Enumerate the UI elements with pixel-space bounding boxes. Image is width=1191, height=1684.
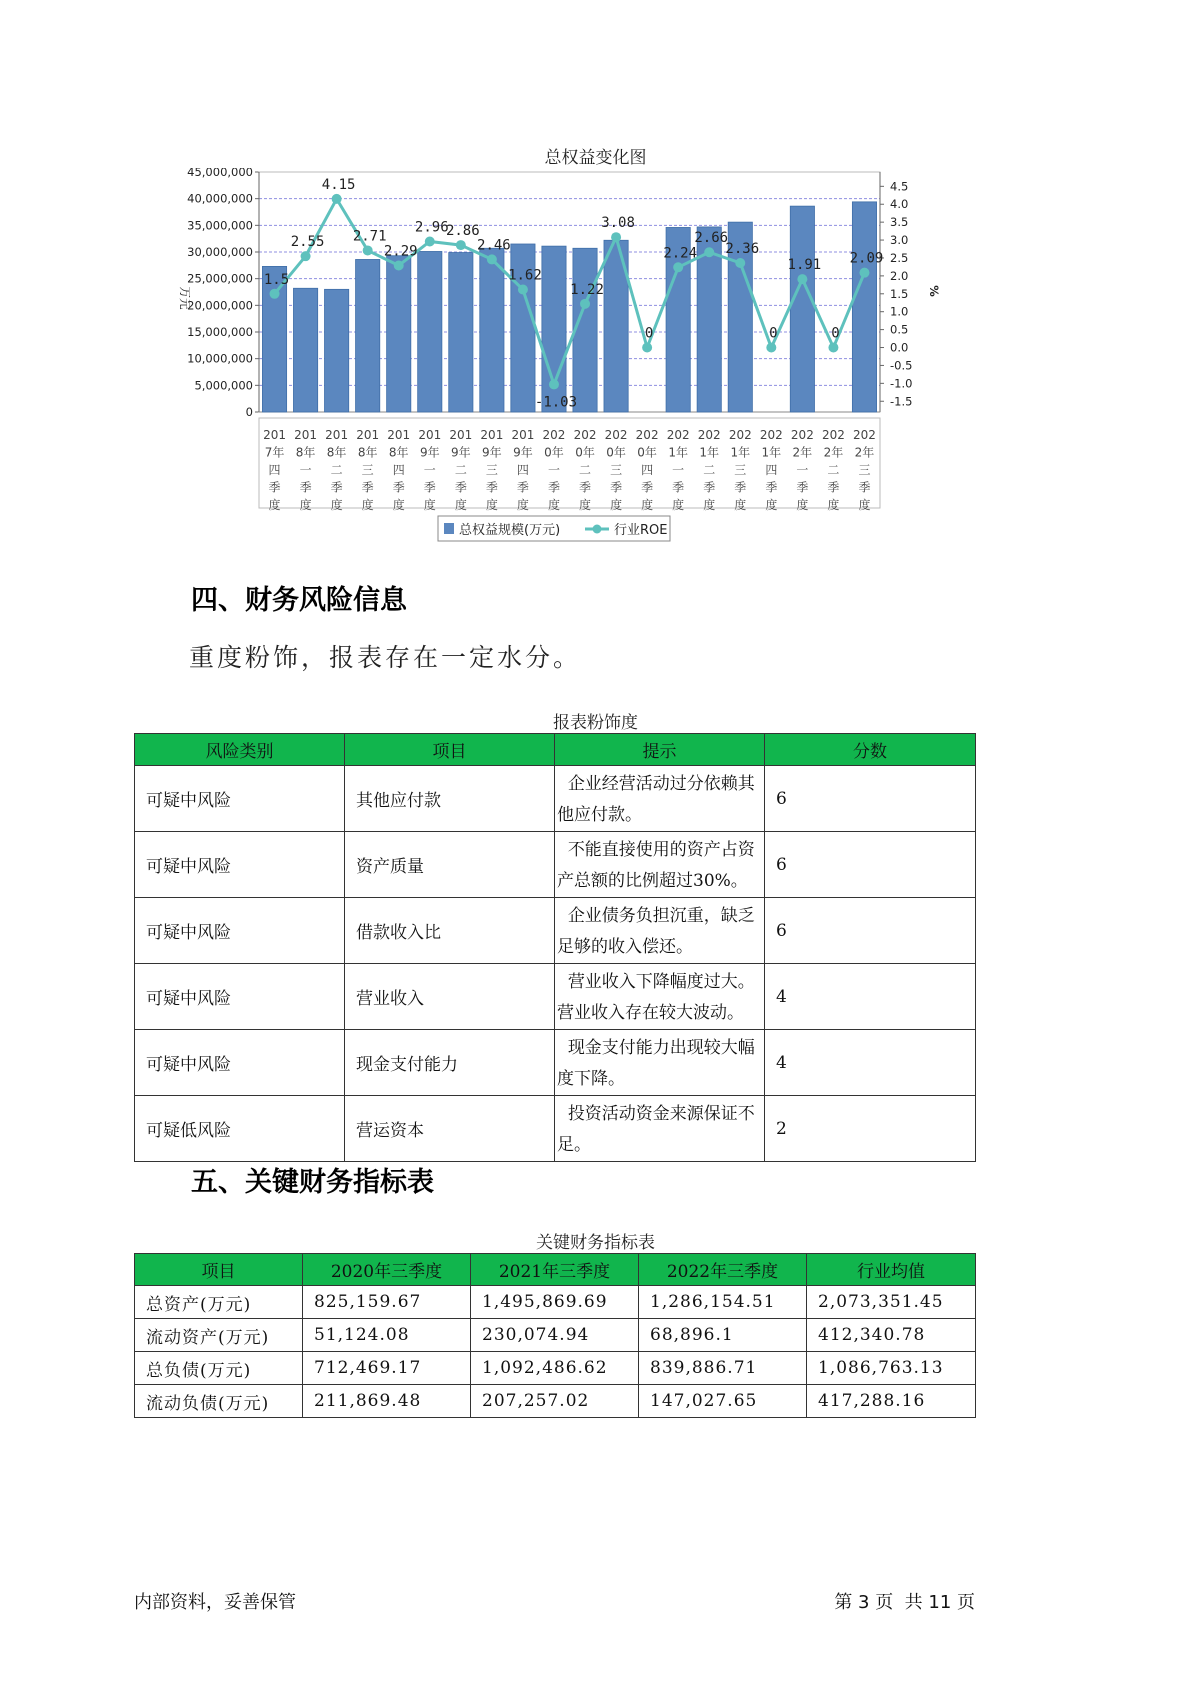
risk-table-cell: 资产质量	[345, 832, 555, 898]
x-axis-category-label: 季	[610, 480, 623, 495]
y2-axis-tick-label: 4.0	[890, 197, 909, 212]
equity-bar	[262, 266, 286, 412]
x-axis-category-label: 一	[547, 463, 560, 477]
equity-bar	[387, 256, 411, 412]
risk-table-cell: 营业收入	[345, 964, 555, 1030]
risk-table-cell: 营业收入下降幅度过大。营业收入存在较大波动。	[555, 964, 765, 1030]
y2-axis-tick-label: -1.0	[890, 376, 913, 391]
x-axis-category-label: 202	[697, 428, 721, 442]
roe-data-label: 2.96	[414, 219, 449, 236]
x-axis-category-label: 202	[821, 428, 845, 442]
x-axis-category-label: 201	[480, 428, 504, 442]
kpi-table-cell: 230,074.94	[471, 1319, 639, 1352]
roe-point	[549, 379, 559, 389]
kpi-table-cell: 总资产(万元)	[135, 1286, 303, 1319]
x-axis-category-label: 1年	[730, 445, 751, 460]
kpi-table-cell: 712,469.17	[303, 1352, 471, 1385]
x-axis-category-label: 季	[392, 480, 405, 495]
x-axis-category-label: 202	[759, 428, 783, 442]
y-axis-tick-label: 35,000,000	[187, 218, 253, 233]
kpi-table-row	[135, 1352, 976, 1385]
x-axis-category-label: 202	[666, 428, 690, 442]
roe-data-label: 0	[831, 325, 840, 342]
chart-title: 总权益变化图	[544, 148, 647, 168]
roe-point	[673, 262, 683, 272]
x-axis-category-label: 度	[268, 498, 281, 512]
roe-point	[766, 343, 776, 353]
risk-table-cell: 可疑中风险	[135, 1030, 345, 1096]
kpi-table-header-cell: 行业均值	[807, 1254, 976, 1286]
kpi-table-cell: 流动资产(万元)	[135, 1319, 303, 1352]
x-axis-category-label: 四	[268, 463, 281, 477]
risk-table-cell: 投资活动资金来源保证不足。	[555, 1096, 765, 1162]
risk-table-cell: 可疑中风险	[135, 832, 345, 898]
kpi-table-cell: 1,092,486.62	[471, 1352, 639, 1385]
section-5-heading: 五、关键财务指标表	[191, 1167, 434, 1198]
x-axis-category-label: 202	[790, 428, 814, 442]
roe-data-label: 0	[769, 325, 778, 342]
kpi-table-cell: 412,340.78	[807, 1319, 976, 1352]
x-axis-category-label: 201	[449, 428, 473, 442]
risk-table-cell: 可疑低风险	[135, 1096, 345, 1162]
risk-table-cell: 借款收入比	[345, 898, 555, 964]
x-axis-category-label: 季	[672, 480, 685, 495]
x-axis-category-label: 2年	[854, 445, 875, 460]
roe-point	[859, 268, 869, 278]
kpi-table-header-cell: 2020年三季度	[303, 1254, 471, 1286]
equity-bar	[356, 259, 380, 412]
x-axis-category-label: 度	[672, 498, 685, 512]
x-axis-category-label: 1年	[699, 445, 720, 460]
risk-table-cell: 企业经营活动过分依赖其他应付款。	[555, 766, 765, 832]
kpi-table-row	[135, 1319, 976, 1352]
roe-point	[828, 343, 838, 353]
roe-point	[270, 289, 280, 299]
y2-axis-tick-label: 2.5	[890, 250, 909, 265]
x-axis-category-label: 度	[796, 498, 809, 512]
risk-table-cell: 企业债务负担沉重，缺乏足够的收入偿还。	[555, 898, 765, 964]
equity-bar	[573, 248, 597, 412]
y2-axis-tick-label: 1.0	[890, 304, 909, 319]
kpi-table-cell: 总负债(万元)	[135, 1352, 303, 1385]
roe-point	[456, 240, 466, 250]
equity-bar	[449, 253, 473, 412]
x-axis-category-label: 二	[330, 463, 343, 477]
equity-bar	[480, 248, 504, 412]
x-axis-category-label: 度	[765, 498, 778, 512]
y2-axis-tick-label: 0.5	[890, 322, 909, 337]
x-axis-category-label: 9年	[451, 445, 471, 460]
y2-axis-tick-label: -1.5	[890, 394, 913, 409]
kpi-table-header-cell: 项目	[135, 1254, 303, 1286]
x-axis-category-label: 二	[703, 463, 716, 477]
roe-point	[797, 274, 807, 284]
x-axis-category-label: 季	[485, 480, 498, 495]
x-axis-category-label: 1年	[668, 445, 688, 460]
x-axis-category-label: 9年	[513, 445, 533, 460]
x-axis-category-label: 四	[765, 463, 778, 477]
roe-point	[301, 251, 311, 261]
x-axis-category-label: 8年	[357, 445, 378, 460]
x-axis-category-label: 201	[356, 428, 380, 442]
roe-data-label: 1.5	[263, 271, 290, 288]
roe-point	[487, 254, 497, 264]
risk-table-cell: 4	[765, 1030, 976, 1096]
x-axis-category-label: 8年	[295, 445, 316, 460]
footer-page-number: 第 3 页 共 11 页	[834, 1592, 975, 1613]
risk-table-header-cell: 风险类别	[135, 734, 345, 766]
y2-axis-tick-label: 2.0	[890, 268, 909, 283]
x-axis-category-label: 三	[858, 463, 871, 477]
risk-table-row	[135, 766, 976, 832]
x-axis-category-label: 1年	[761, 445, 782, 460]
x-axis-category-label: 度	[734, 498, 747, 512]
roe-point	[425, 236, 435, 246]
risk-table-cell: 现金支付能力	[345, 1030, 555, 1096]
kpi-table-row	[135, 1286, 976, 1319]
roe-data-label: 4.15	[321, 176, 356, 193]
x-axis-category-label: 度	[392, 498, 405, 512]
x-axis-category-label: 0年	[544, 445, 564, 460]
equity-bar	[418, 251, 442, 412]
kpi-table	[134, 1253, 976, 1418]
risk-table-cell: 营运资本	[345, 1096, 555, 1162]
equity-chart	[170, 168, 970, 548]
x-axis-category-label: 季	[516, 480, 529, 495]
y-axis-tick-label: 30,000,000	[187, 245, 253, 259]
kpi-table-cell: 1,495,869.69	[471, 1286, 639, 1319]
y2-axis-title: %	[927, 285, 941, 297]
kpi-table-cell: 839,886.71	[639, 1352, 807, 1385]
x-axis-category-label: 三	[361, 463, 374, 477]
x-axis-category-label: 一	[796, 463, 809, 477]
x-axis-category-label: 度	[423, 498, 436, 512]
x-axis-category-label: 度	[485, 498, 498, 512]
x-axis-category-label: 三	[485, 463, 498, 477]
risk-table-row	[135, 1030, 976, 1096]
x-axis-category-label: 二	[827, 463, 840, 477]
roe-data-label: 2.29	[383, 243, 418, 260]
x-axis-category-label: 201	[294, 428, 318, 442]
risk-table-row	[135, 1096, 976, 1162]
x-axis-category-label: 度	[299, 498, 312, 512]
y-axis-tick-label: 45,000,000	[187, 168, 253, 179]
y2-axis-tick-label: 4.5	[890, 179, 909, 194]
roe-point	[332, 194, 342, 204]
x-axis-category-label: 季	[423, 480, 436, 495]
roe-data-label: 2.66	[694, 230, 729, 247]
x-axis-category-label: 度	[361, 498, 374, 512]
x-axis-category-label: 度	[641, 498, 654, 512]
x-axis-category-label: 201	[387, 428, 411, 442]
roe-data-label: 2.24	[663, 245, 698, 262]
roe-data-label: 1.62	[508, 267, 542, 284]
x-axis-category-label: 季	[796, 480, 809, 495]
x-axis-category-label: 202	[542, 428, 566, 442]
kpi-table-cell: 1,086,763.13	[807, 1352, 976, 1385]
y2-axis-tick-label: 3.5	[890, 215, 909, 230]
roe-data-label: 0	[644, 325, 654, 342]
risk-table	[134, 733, 976, 1162]
roe-data-label: 2.55	[290, 234, 325, 251]
y-axis-title: 万元	[178, 286, 192, 310]
kpi-table-cell: 147,027.65	[639, 1385, 807, 1418]
x-axis-category-label: 度	[579, 498, 592, 512]
x-axis-category-label: 度	[516, 498, 529, 512]
x-axis-category-label: 季	[268, 480, 281, 495]
risk-table-cell: 6	[765, 898, 976, 964]
x-axis-category-label: 度	[547, 498, 560, 512]
x-axis-category-label: 201	[511, 428, 535, 442]
x-axis-category-label: 季	[299, 480, 312, 495]
x-axis-category-label: 度	[827, 498, 840, 512]
x-axis-category-label: 8年	[326, 445, 347, 460]
equity-bar	[293, 288, 317, 412]
kpi-table-cell: 825,159.67	[303, 1286, 471, 1319]
x-axis-category-label: 三	[734, 463, 747, 477]
x-axis-category-label: 季	[827, 480, 840, 495]
x-axis-category-label: 度	[703, 498, 716, 512]
roe-point	[735, 258, 745, 268]
category-axis-box	[259, 418, 880, 508]
kpi-table-header-cell: 2021年三季度	[471, 1254, 639, 1286]
y2-axis-tick-label: 3.0	[890, 233, 909, 248]
kpi-table-header-cell: 2022年三季度	[639, 1254, 807, 1286]
x-axis-category-label: 季	[858, 480, 871, 495]
risk-table-cell: 可疑中风险	[135, 964, 345, 1030]
x-axis-category-label: 三	[610, 463, 623, 477]
risk-table-cell: 4	[765, 964, 976, 1030]
x-axis-category-label: 季	[765, 480, 778, 495]
equity-bar	[790, 206, 814, 412]
x-axis-category-label: 季	[547, 480, 560, 495]
x-axis-category-label: 0年	[637, 445, 657, 460]
roe-data-label: 2.71	[352, 228, 387, 245]
risk-table-header-cell: 提示	[555, 734, 765, 766]
y-axis-tick-label: 10,000,000	[187, 351, 253, 366]
kpi-table-cell: 417,288.16	[807, 1385, 976, 1418]
y-axis-tick-label: 25,000,000	[187, 271, 253, 286]
x-axis-category-label: 201	[418, 428, 442, 442]
risk-table-cell: 6	[765, 832, 976, 898]
x-axis-category-label: 2年	[823, 445, 844, 460]
risk-summary-text: 重度粉饰，报表存在一定水分。	[189, 643, 582, 672]
risk-table-header-cell: 分数	[765, 734, 976, 766]
equity-bar	[325, 289, 349, 412]
roe-point	[611, 232, 621, 242]
x-axis-category-label: 202	[853, 428, 876, 442]
risk-table-row	[135, 832, 976, 898]
x-axis-category-label: 一	[672, 463, 685, 477]
y-axis-tick-label: 40,000,000	[187, 191, 253, 206]
x-axis-category-label: 二	[579, 463, 592, 477]
x-axis-category-label: 季	[579, 480, 592, 495]
y-axis-tick-label: 15,000,000	[187, 325, 253, 339]
roe-data-label: 2.36	[725, 240, 760, 257]
risk-table-row	[135, 964, 976, 1030]
kpi-table-cell: 2,073,351.45	[807, 1286, 976, 1319]
x-axis-category-label: 一	[423, 463, 436, 477]
risk-table-cell: 6	[765, 766, 976, 832]
risk-table-cell: 2	[765, 1096, 976, 1162]
x-axis-category-label: 季	[361, 480, 374, 495]
x-axis-category-label: 0年	[575, 445, 595, 460]
risk-table-cell: 现金支付能力出现较大幅度下降。	[555, 1030, 765, 1096]
risk-table-cell: 可疑中风险	[135, 766, 345, 832]
risk-table-cell: 可疑中风险	[135, 898, 345, 964]
x-axis-category-label: 季	[703, 480, 716, 495]
roe-data-label: 2.09	[849, 250, 884, 267]
legend-bar-swatch	[444, 523, 454, 534]
kpi-table-cell: 211,869.48	[303, 1385, 471, 1418]
footer-confidential: 内部资料，妥善保管	[134, 1592, 296, 1613]
x-axis-category-label: 季	[454, 480, 467, 495]
kpi-table-cell: 207,257.02	[471, 1385, 639, 1418]
roe-point	[394, 260, 404, 270]
roe-data-label: 2.86	[445, 223, 480, 240]
risk-table-cell: 其他应付款	[345, 766, 555, 832]
x-axis-category-label: 0年	[606, 445, 626, 460]
x-axis-category-label: 9年	[482, 445, 502, 460]
x-axis-category-label: 四	[641, 463, 654, 477]
y-axis-tick-label: 5,000,000	[194, 378, 253, 393]
roe-data-label: 1.91	[787, 257, 822, 274]
risk-table-caption: 报表粉饰度	[553, 713, 638, 733]
legend-bar-label: 总权益规模(万元)	[459, 523, 561, 538]
x-axis-category-label: 度	[330, 498, 343, 512]
roe-data-label: 2.46	[477, 237, 511, 254]
y2-axis-tick-label: 1.5	[890, 286, 909, 301]
legend-line-label: 行业ROE	[614, 523, 668, 538]
kpi-table-cell: 流动负债(万元)	[135, 1385, 303, 1418]
roe-point	[580, 299, 590, 309]
legend-line-marker	[593, 525, 602, 534]
roe-point	[642, 343, 652, 353]
roe-data-label: 3.08	[601, 215, 635, 232]
roe-point	[363, 245, 373, 255]
x-axis-category-label: 二	[454, 463, 467, 477]
x-axis-category-label: 度	[454, 498, 467, 512]
y-axis-tick-label: 20,000,000	[187, 298, 253, 313]
x-axis-category-label: 201	[325, 428, 349, 442]
x-axis-category-label: 季	[734, 480, 747, 495]
kpi-table-cell: 51,124.08	[303, 1319, 471, 1352]
x-axis-category-label: 季	[330, 480, 343, 495]
x-axis-category-label: 202	[635, 428, 659, 442]
risk-table-row	[135, 898, 976, 964]
roe-data-label: -1.03	[534, 394, 578, 411]
roe-data-label: 1.22	[570, 281, 604, 298]
y2-axis-tick-label: 0.0	[890, 340, 909, 355]
x-axis-category-label: 201	[263, 428, 286, 442]
x-axis-category-label: 202	[728, 428, 752, 442]
kpi-table-cell: 68,896.1	[639, 1319, 807, 1352]
roe-point	[518, 284, 528, 294]
equity-bar	[852, 202, 876, 412]
x-axis-category-label: 度	[610, 498, 623, 512]
x-axis-category-label: 度	[858, 498, 871, 512]
kpi-table-row	[135, 1385, 976, 1418]
kpi-table-caption: 关键财务指标表	[536, 1233, 655, 1253]
y-axis-tick-label: 0	[245, 405, 253, 419]
section-4-heading: 四、财务风险信息	[191, 585, 407, 616]
kpi-table-cell: 1,286,154.51	[639, 1286, 807, 1319]
x-axis-category-label: 8年	[388, 445, 409, 460]
roe-point	[704, 247, 714, 257]
x-axis-category-label: 四	[392, 463, 405, 477]
x-axis-category-label: 季	[641, 480, 654, 495]
risk-table-cell: 不能直接使用的资产占资产总额的比例超过30%。	[555, 832, 765, 898]
y2-axis-tick-label: -0.5	[890, 358, 913, 373]
x-axis-category-label: 2年	[792, 445, 813, 460]
x-axis-category-label: 202	[604, 428, 628, 442]
x-axis-category-label: 202	[573, 428, 597, 442]
x-axis-category-label: 7年	[264, 445, 285, 460]
risk-table-header-cell: 项目	[345, 734, 555, 766]
x-axis-category-label: 一	[299, 463, 312, 477]
x-axis-category-label: 9年	[419, 445, 440, 460]
x-axis-category-label: 四	[516, 463, 529, 477]
